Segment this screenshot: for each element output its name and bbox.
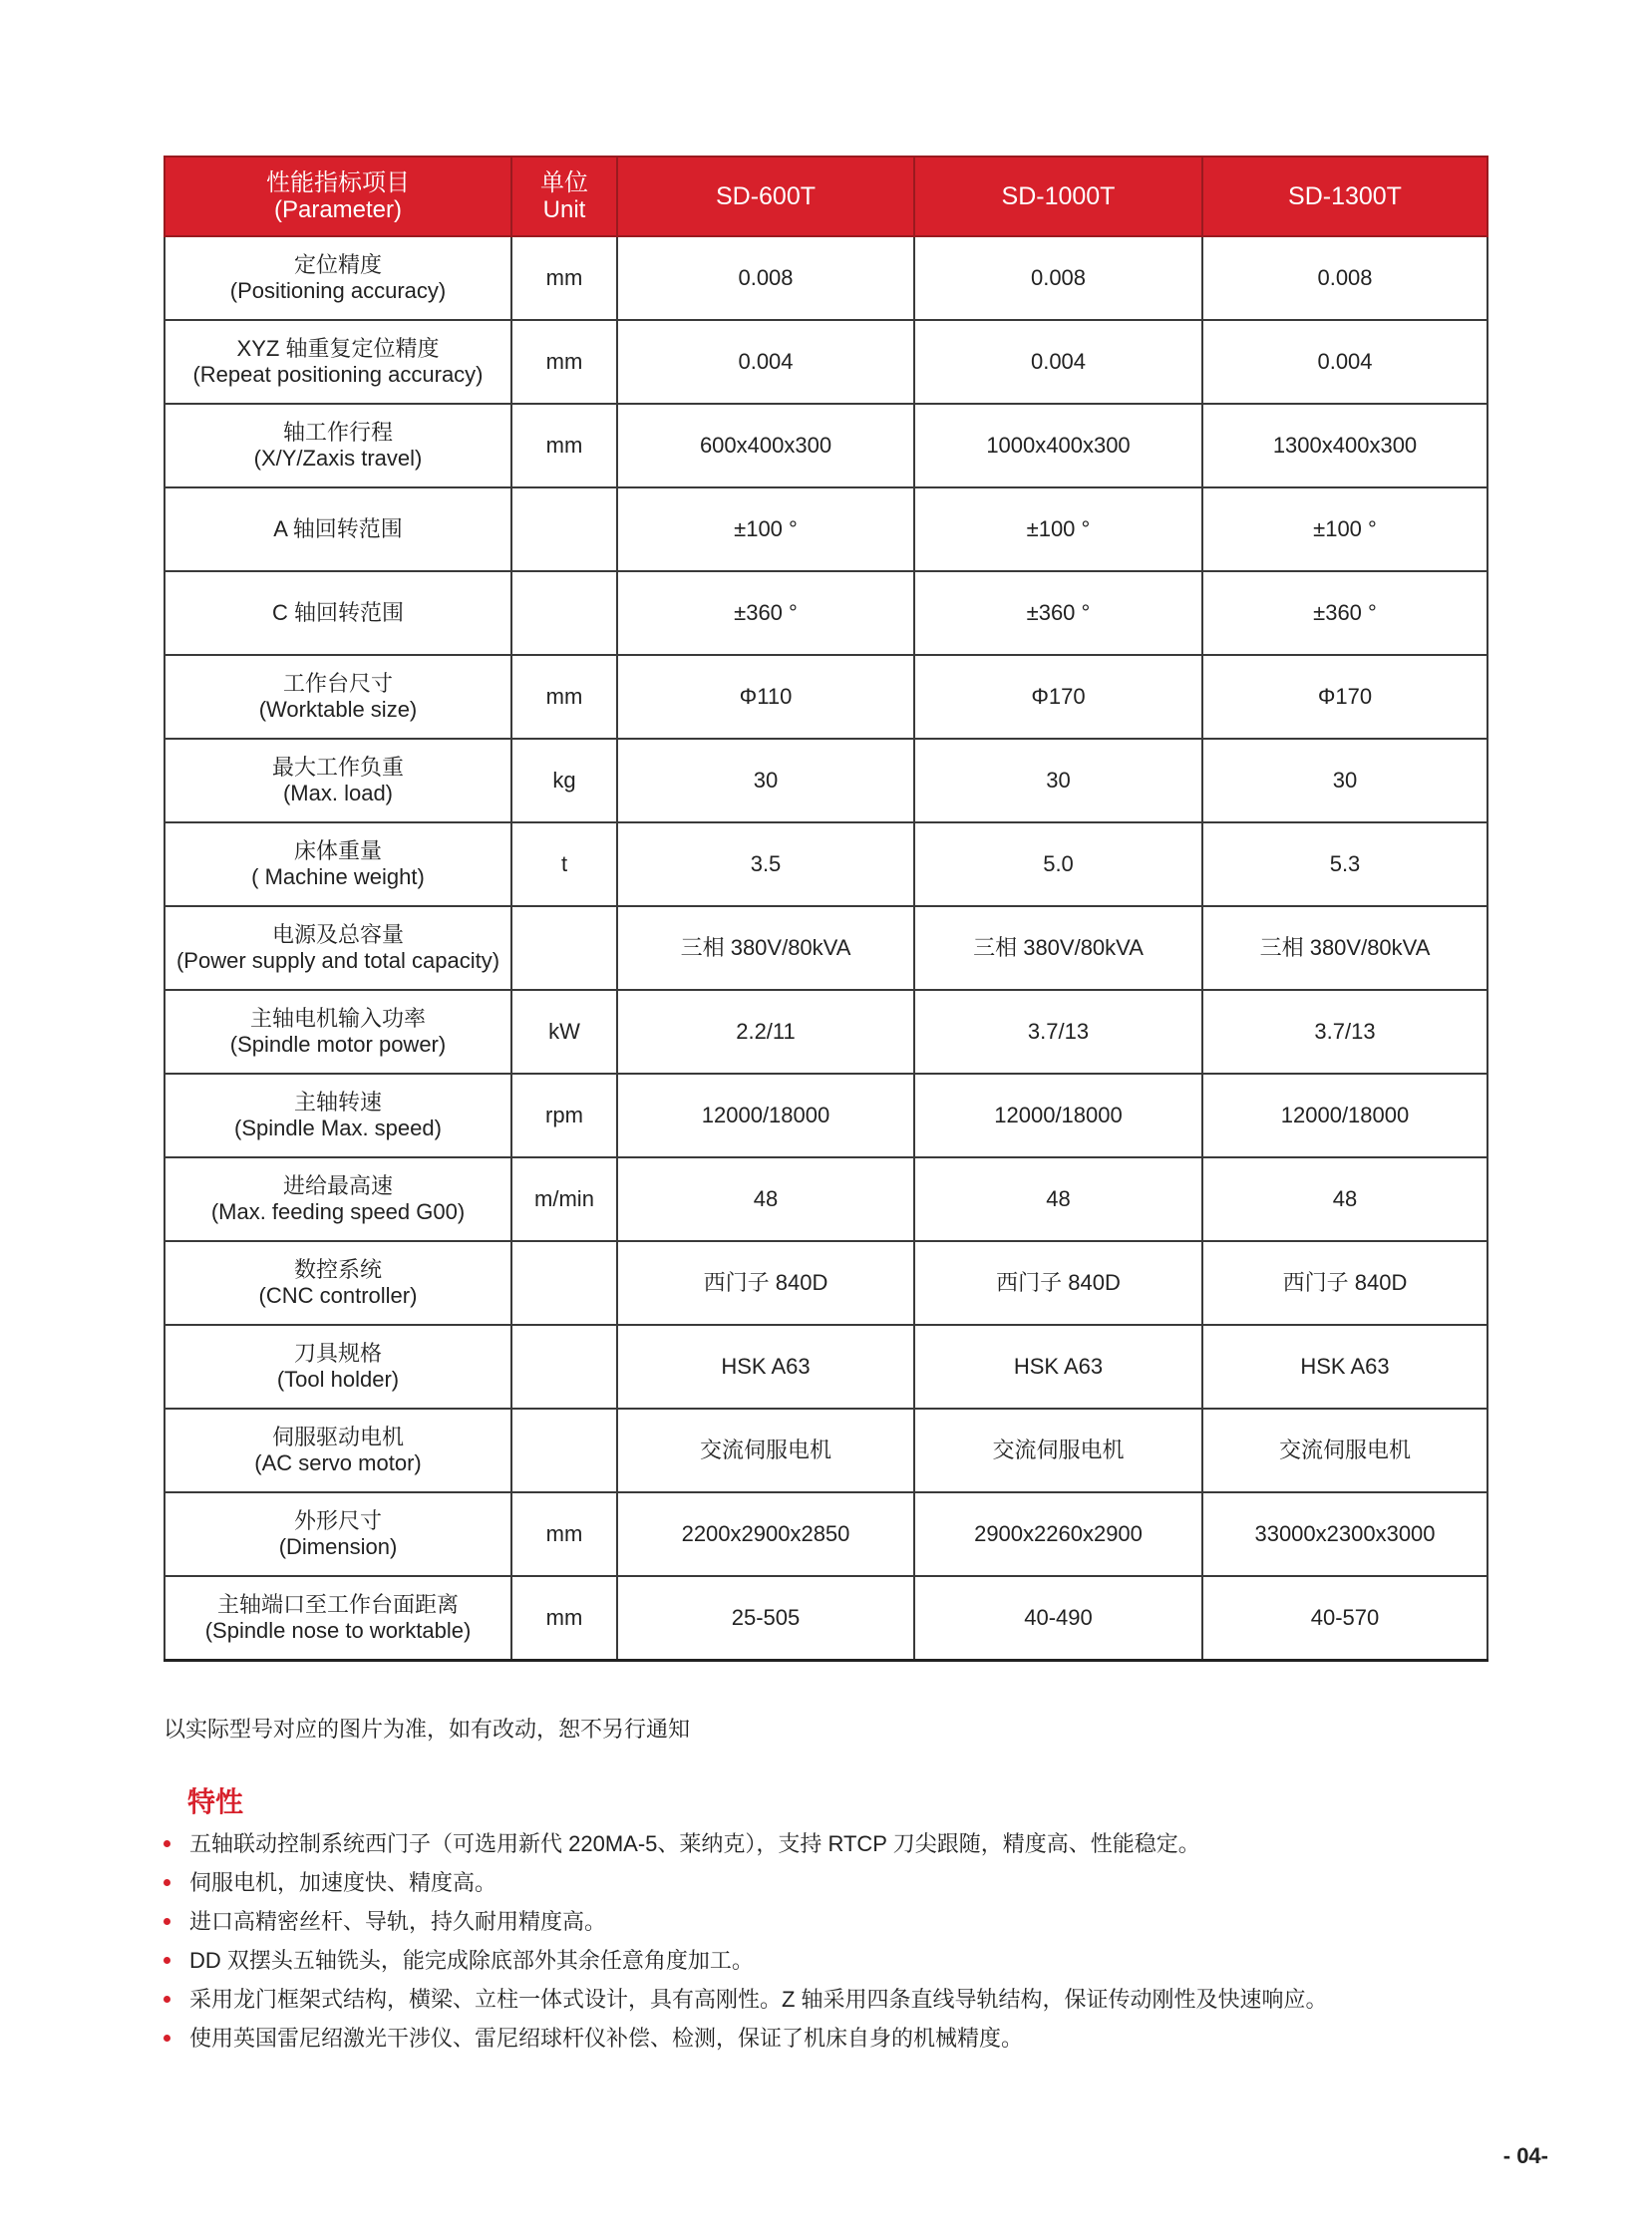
features-title: 特性 — [187, 1786, 244, 1817]
table-row — [165, 1576, 1487, 1661]
parameter-cell — [165, 1576, 511, 1661]
unit-cell: mm — [511, 404, 617, 487]
value-cell-sd-600t: 30 — [617, 739, 914, 822]
parameter-name-cn: 定位精度 — [293, 252, 382, 277]
parameter-name-en: (Positioning accuracy) — [229, 278, 447, 303]
parameter-name-en: (Max. load) — [282, 781, 394, 805]
table-row — [165, 906, 1487, 990]
parameter-name-en: (Spindle motor power) — [229, 1032, 447, 1057]
value-cell-sd-1300t: 0.004 — [1202, 320, 1487, 404]
value-cell-sd-600t: HSK A63 — [617, 1325, 914, 1409]
value-cell-sd-1000t: 12000/18000 — [914, 1074, 1202, 1157]
table-row — [165, 487, 1487, 571]
parameter-cell — [165, 990, 511, 1074]
parameter-name-en: (Spindle Max. speed) — [234, 1116, 442, 1140]
table-row — [165, 822, 1487, 906]
feature-text: 五轴联动控制系统西门子（可选用新代 220MA-5、莱纳克），支持 RTCP 刀尖跟随，精度高、性能稳定。 — [189, 1831, 1200, 1856]
parameter-name-en: (Spindle nose to worktable) — [204, 1618, 472, 1643]
unit-cell — [511, 1325, 617, 1409]
unit-cell: mm — [511, 655, 617, 739]
value-cell-sd-600t: ±360 ° — [617, 571, 914, 655]
unit-cell: mm — [511, 1492, 617, 1576]
value-cell-sd-1300t: Φ170 — [1202, 655, 1487, 739]
value-cell-sd-1000t: 1000x400x300 — [914, 404, 1202, 487]
bullet-dot-icon — [164, 1918, 170, 1925]
header-model-sd-1000t: SD-1000T — [914, 157, 1202, 236]
parameter-name-cn: C 轴回转范围 — [271, 600, 404, 625]
value-cell-sd-1000t: 0.008 — [914, 236, 1202, 320]
value-cell-sd-1000t: 0.004 — [914, 320, 1202, 404]
value-cell-sd-1000t: ±360 ° — [914, 571, 1202, 655]
parameter-cell — [165, 320, 511, 404]
parameter-name-cn: XYZ 轴重复定位精度 — [236, 336, 440, 361]
parameter-name-en: ( Machine weight) — [251, 864, 425, 889]
value-cell-sd-600t: Φ110 — [617, 655, 914, 739]
bullet-dot-icon — [164, 1957, 170, 1964]
table-row — [165, 990, 1487, 1074]
value-cell-sd-1300t: 1300x400x300 — [1202, 404, 1487, 487]
parameter-name-en: (CNC controller) — [258, 1283, 418, 1308]
parameter-cell — [165, 1325, 511, 1409]
unit-cell: kg — [511, 739, 617, 822]
value-cell-sd-600t: 600x400x300 — [617, 404, 914, 487]
feature-item — [164, 1980, 1599, 2019]
value-cell-sd-1300t: 三相 380V/80kVA — [1202, 906, 1487, 990]
unit-cell: t — [511, 822, 617, 906]
value-cell-sd-1300t: 48 — [1202, 1157, 1487, 1241]
bullet-dot-icon — [164, 1879, 170, 1886]
header-unit-en: Unit — [542, 196, 586, 223]
parameter-name-cn: 刀具规格 — [293, 1341, 382, 1366]
bullet-dot-icon — [164, 2035, 170, 2042]
value-cell-sd-1000t: 5.0 — [914, 822, 1202, 906]
value-cell-sd-600t: 48 — [617, 1157, 914, 1241]
table-row — [165, 739, 1487, 822]
unit-cell: m/min — [511, 1157, 617, 1241]
value-cell-sd-1300t: 西门子 840D — [1202, 1241, 1487, 1325]
unit-cell — [511, 906, 617, 990]
features-list — [164, 1824, 1599, 2058]
value-cell-sd-1000t: ±100 ° — [914, 487, 1202, 571]
value-cell-sd-600t: 25-505 — [617, 1576, 914, 1661]
value-cell-sd-1000t: 三相 380V/80kVA — [914, 906, 1202, 990]
value-cell-sd-1000t: 交流伺服电机 — [914, 1409, 1202, 1492]
feature-item — [164, 1863, 1599, 1902]
parameter-cell — [165, 1241, 511, 1325]
value-cell-sd-1000t: 西门子 840D — [914, 1241, 1202, 1325]
header-model-sd-1300t: SD-1300T — [1202, 157, 1487, 236]
parameter-name-cn: 伺服驱动电机 — [271, 1425, 404, 1449]
feature-text: 进口高精密丝杆、导轨，持久耐用精度高。 — [189, 1909, 607, 1934]
parameter-cell — [165, 822, 511, 906]
table-row — [165, 571, 1487, 655]
disclaimer-note: 以实际型号对应的图片为准，如有改动，恕不另行通知 — [164, 1717, 691, 1742]
parameter-cell — [165, 1492, 511, 1576]
value-cell-sd-600t: 3.5 — [617, 822, 914, 906]
value-cell-sd-600t: 2.2/11 — [617, 990, 914, 1074]
parameter-name-cn: 主轴端口至工作台面距离 — [216, 1592, 459, 1617]
table-row — [165, 655, 1487, 739]
table-row — [165, 1409, 1487, 1492]
parameter-cell — [165, 1157, 511, 1241]
parameter-name-cn: 工作台尺寸 — [282, 671, 393, 696]
header-model-sd-600t: SD-600T — [617, 157, 914, 236]
value-cell-sd-1000t: 48 — [914, 1157, 1202, 1241]
value-cell-sd-600t: 12000/18000 — [617, 1074, 914, 1157]
value-cell-sd-600t: ±100 ° — [617, 487, 914, 571]
parameter-name-en: (Max. feeding speed G00) — [210, 1199, 466, 1224]
bullet-dot-icon — [164, 1996, 170, 2003]
table-row — [165, 236, 1487, 320]
parameter-name-en: (Worktable size) — [258, 697, 418, 722]
feature-item — [164, 1941, 1599, 1980]
table-row — [165, 1157, 1487, 1241]
value-cell-sd-1300t: 30 — [1202, 739, 1487, 822]
value-cell-sd-600t: 三相 380V/80kVA — [617, 906, 914, 990]
parameter-name-cn: 轴工作行程 — [282, 420, 393, 445]
bullet-dot-icon — [164, 1840, 170, 1847]
unit-cell: rpm — [511, 1074, 617, 1157]
parameter-cell — [165, 1409, 511, 1492]
table-row — [165, 1074, 1487, 1157]
value-cell-sd-1300t: 3.7/13 — [1202, 990, 1487, 1074]
feature-text: 采用龙门框架式结构，横梁、立柱一体式设计，具有高刚性。Z 轴采用四条直线导轨结构，保证传动刚性及快速响应。 — [189, 1987, 1328, 2012]
parameter-name-cn: 进给最高速 — [282, 1173, 393, 1198]
parameter-name-cn: 外形尺寸 — [293, 1508, 382, 1533]
value-cell-sd-1300t: 33000x2300x3000 — [1202, 1492, 1487, 1576]
unit-cell: mm — [511, 236, 617, 320]
table-row — [165, 320, 1487, 404]
page-number: - 04- — [1502, 2143, 1548, 2168]
value-cell-sd-1000t: Φ170 — [914, 655, 1202, 739]
header-unit — [511, 157, 617, 236]
parameter-cell — [165, 655, 511, 739]
parameter-cell — [165, 236, 511, 320]
parameter-name-en: (Repeat positioning accuracy) — [192, 362, 484, 387]
parameter-name-cn: 主轴电机输入功率 — [249, 1006, 426, 1031]
unit-cell — [511, 571, 617, 655]
unit-cell — [511, 1241, 617, 1325]
value-cell-sd-1300t: 12000/18000 — [1202, 1074, 1487, 1157]
parameter-name-cn: 主轴转速 — [293, 1090, 382, 1115]
parameter-cell — [165, 1074, 511, 1157]
feature-text: 使用英国雷尼绍激光干涉仪、雷尼绍球杆仪补偿、检测，保证了机床自身的机械精度。 — [189, 2026, 1024, 2051]
parameter-cell — [165, 487, 511, 571]
parameter-name-cn: 床体重量 — [293, 838, 382, 863]
parameter-cell — [165, 404, 511, 487]
parameter-name-cn: 最大工作负重 — [271, 755, 404, 780]
parameter-cell — [165, 739, 511, 822]
feature-item — [164, 1902, 1599, 1941]
parameter-cell — [165, 571, 511, 655]
unit-cell: kW — [511, 990, 617, 1074]
table-row — [165, 1241, 1487, 1325]
feature-item — [164, 1824, 1599, 1863]
value-cell-sd-600t: 2200x2900x2850 — [617, 1492, 914, 1576]
unit-cell — [511, 487, 617, 571]
table-header — [165, 157, 1487, 236]
parameter-name-cn: 数控系统 — [293, 1257, 382, 1282]
value-cell-sd-1300t: ±100 ° — [1202, 487, 1487, 571]
value-cell-sd-1300t: 交流伺服电机 — [1202, 1409, 1487, 1492]
table-body — [165, 236, 1487, 1661]
unit-cell — [511, 1409, 617, 1492]
value-cell-sd-1300t: ±360 ° — [1202, 571, 1487, 655]
value-cell-sd-1000t: HSK A63 — [914, 1325, 1202, 1409]
value-cell-sd-1300t: 40-570 — [1202, 1576, 1487, 1661]
unit-cell: mm — [511, 1576, 617, 1661]
value-cell-sd-1300t: 0.008 — [1202, 236, 1487, 320]
parameter-name-en: (Power supply and total capacity) — [175, 948, 500, 973]
header-parameter-cn: 性能指标项目 — [266, 169, 410, 196]
header-parameter-en: (Parameter) — [273, 196, 403, 223]
value-cell-sd-1300t: 5.3 — [1202, 822, 1487, 906]
value-cell-sd-600t: 0.008 — [617, 236, 914, 320]
feature-text: 伺服电机，加速度快、精度高。 — [189, 1870, 497, 1895]
spec-table — [164, 156, 1488, 1662]
header-parameter — [165, 157, 511, 236]
parameter-name-en: (Dimension) — [278, 1534, 398, 1559]
parameter-name-cn: A 轴回转范围 — [273, 516, 403, 541]
value-cell-sd-1000t: 30 — [914, 739, 1202, 822]
value-cell-sd-600t: 西门子 840D — [617, 1241, 914, 1325]
value-cell-sd-600t: 0.004 — [617, 320, 914, 404]
feature-text: DD 双摆头五轴铣头，能完成除底部外其余任意角度加工。 — [189, 1948, 754, 1973]
parameter-name-en: (AC servo motor) — [254, 1450, 422, 1475]
value-cell-sd-1000t: 40-490 — [914, 1576, 1202, 1661]
unit-cell: mm — [511, 320, 617, 404]
parameter-name-en: (X/Y/Zaxis travel) — [253, 446, 423, 471]
value-cell-sd-1300t: HSK A63 — [1202, 1325, 1487, 1409]
value-cell-sd-1000t: 3.7/13 — [914, 990, 1202, 1074]
value-cell-sd-600t: 交流伺服电机 — [617, 1409, 914, 1492]
parameter-cell — [165, 906, 511, 990]
parameter-name-cn: 电源及总容量 — [271, 922, 404, 947]
value-cell-sd-1000t: 2900x2260x2900 — [914, 1492, 1202, 1576]
parameter-name-en: (Tool holder) — [276, 1367, 400, 1392]
table-row — [165, 404, 1487, 487]
feature-item — [164, 2019, 1599, 2058]
header-unit-cn: 单位 — [540, 169, 588, 196]
table-row — [165, 1492, 1487, 1576]
table-row — [165, 1325, 1487, 1409]
